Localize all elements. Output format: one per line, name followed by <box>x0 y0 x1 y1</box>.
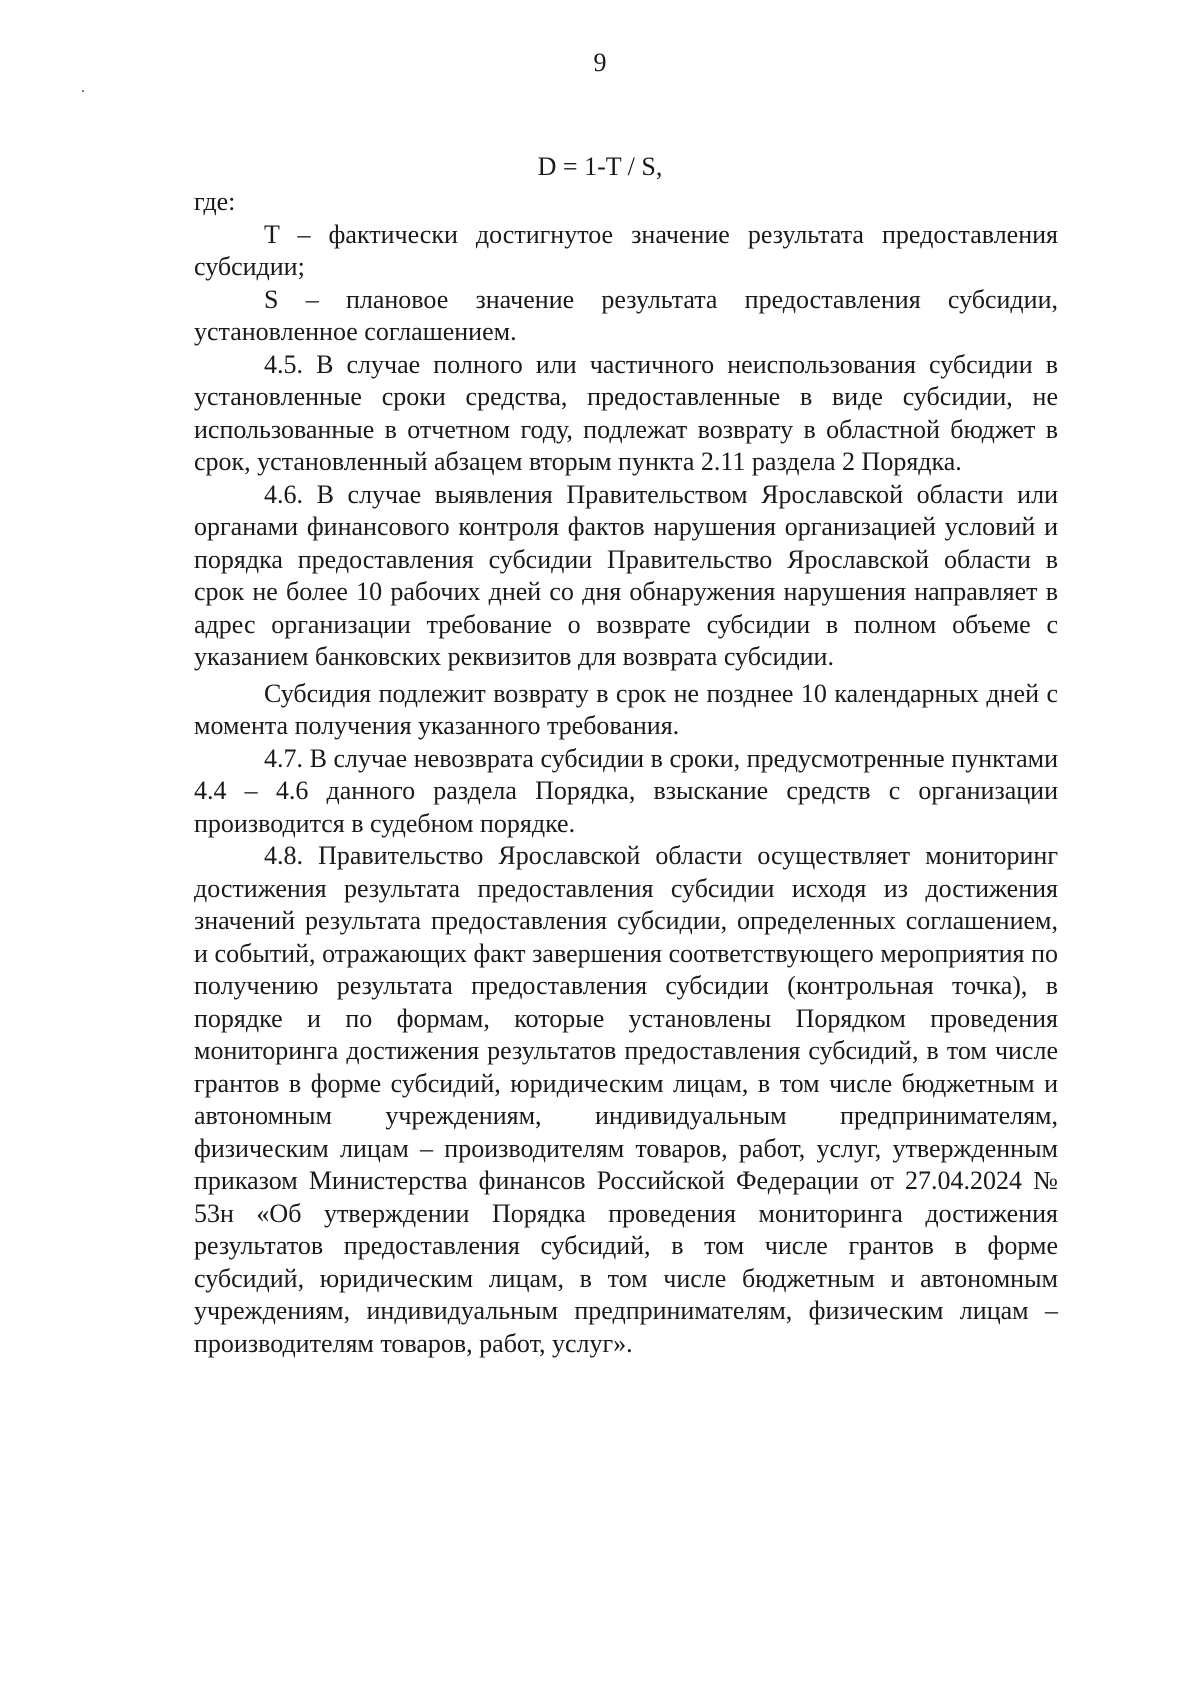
paragraph-4-7: 4.7. В случае невозврата субсидии в сроки, предусмотренные пунктами 4.4 – 4.6 данного раздела Порядка, взыскание средств с организации производится в судебном порядке. <box>194 743 1058 838</box>
document-body <box>194 186 1058 1360</box>
paragraph-4-6-return-term: Субсидия подлежит возврату в срок не позднее 10 календарных дней с момента получения указанного требования. <box>194 678 1058 740</box>
paragraph-where: где: <box>194 187 236 216</box>
formula: D = 1-T / S, <box>537 152 663 181</box>
paragraph-definition-s: S – плановое значение результата предоставления субсидии, установленное соглашением. <box>194 284 1058 346</box>
paragraph-4-8: 4.8. Правительство Ярославской области осуществляет мониторинг достижения результата предоставления субсидии исходя из достижения значений результата предоставления субсидии, определенных соглашением, и событий, отражающих факт завершения соответствующего мероприятия по получению результата предоставления субсидии (контрольная точка), в порядке и по формам, которые установлены Порядком проведения мониторинга достижения результатов предоставления субсидий, в том числе грантов в форме субсидий, юридическим лицам, в том числе бюджетным и автономным учреждениям, индивидуальным предпринимателям, физическим лицам – производителям товаров, работ, услуг, утвержденным приказом Министерства финансов Российской Федерации от 27.04.2024 № 53н «Об утверждении Порядка проведения мониторинга достижения результатов предоставления субсидий, в том числе грантов в форме субсидий, юридическим лицам, в том числе бюджетным и автономным учреждениям, индивидуальным предпринимателям, физическим лицам – производителям товаров, работ, услуг». <box>194 841 1058 1358</box>
paragraph-4-5: 4.5. В случае полного или частичного неиспользования субсидии в установленные сроки средства, предоставленные в виде субсидии, не использованные в отчетном году, подлежат возврату в областной бюджет в срок, установленный абзацем вторым пункта 2.11 раздела 2 Порядка. <box>194 349 1058 476</box>
scan-speck <box>82 90 84 92</box>
page-number: 9 <box>593 48 607 77</box>
paragraph-4-6: 4.6. В случае выявления Правительством Ярославской области или органами финансового контроля фактов нарушения организацией условий и порядка предоставления субсидии Правительство Ярославской области в срок не более 10 рабочих дней со дня обнаружения нарушения направляет в адрес организации требование о возврате субсидии в полном объеме с указанием банковских реквизитов для возврата субсидии. <box>194 479 1058 671</box>
paragraph-definition-t: T – фактически достигнутое значение результата предоставления субсидии; <box>194 219 1058 281</box>
